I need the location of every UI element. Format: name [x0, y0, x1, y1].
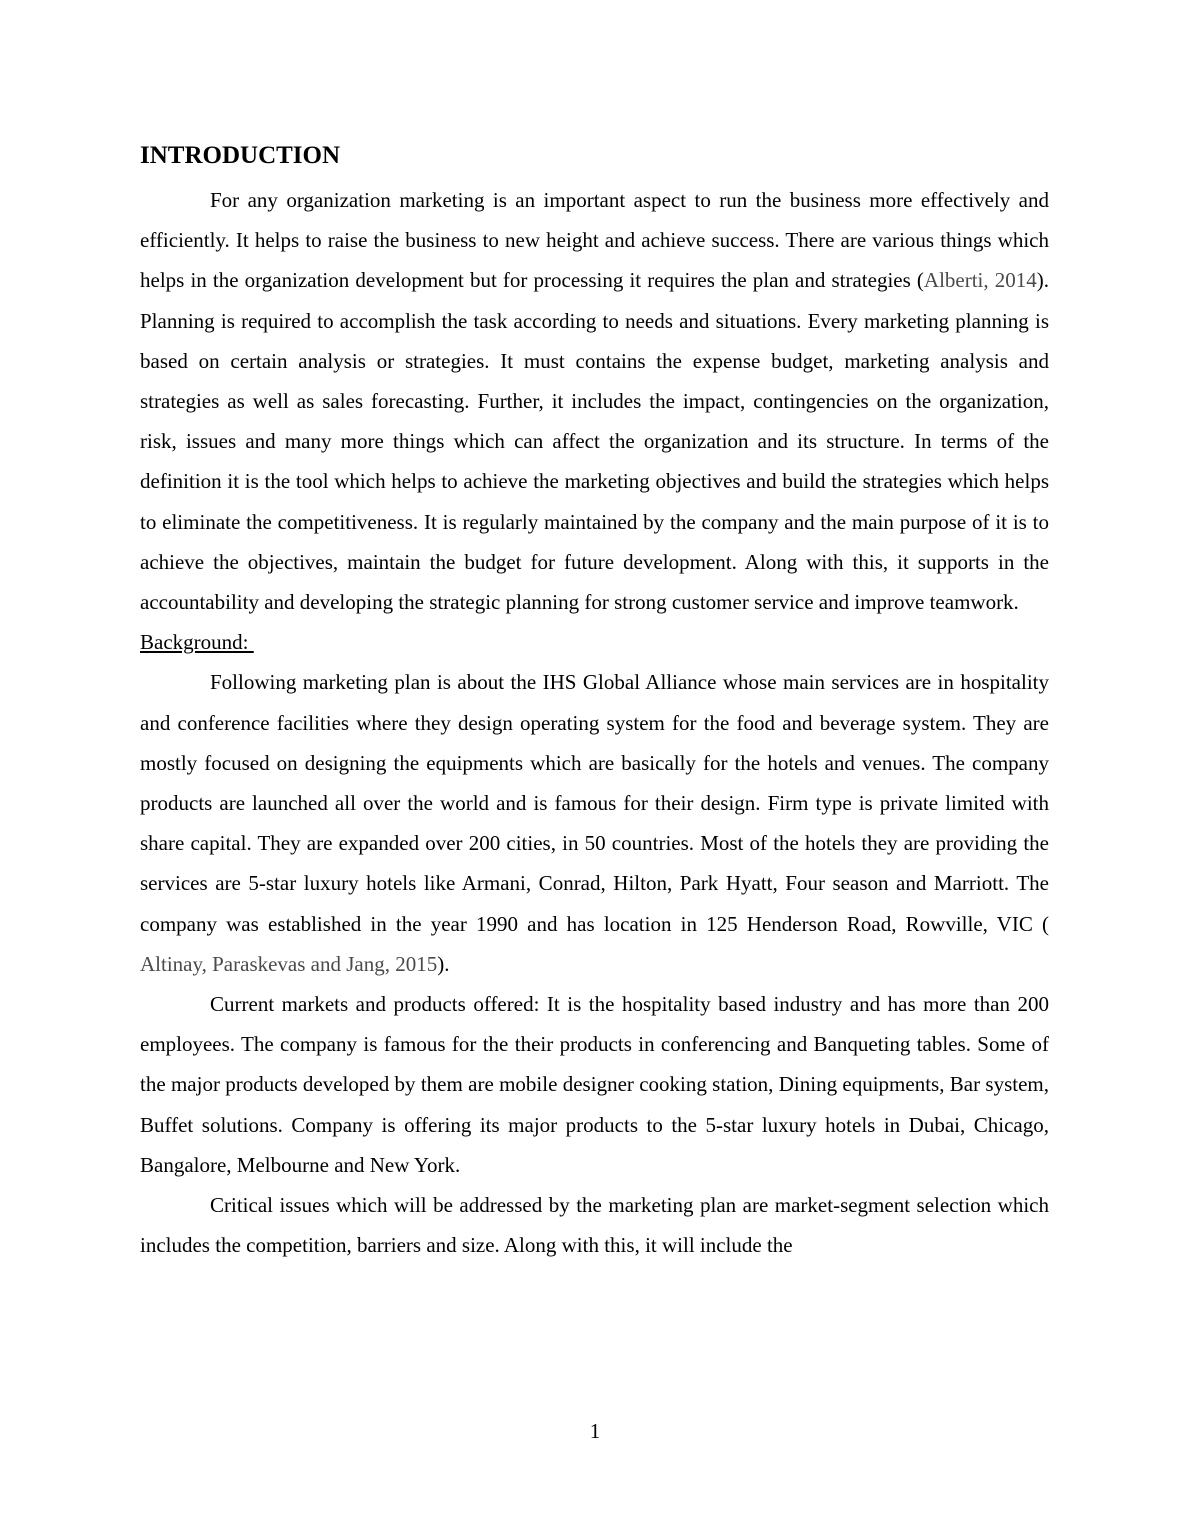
document-page [140, 140, 1049, 1265]
section-heading-introduction: INTRODUCTION [140, 142, 341, 169]
intro-paragraph [140, 180, 1049, 622]
background-citation: Altinay, Paraskevas and Jang, 2015 [140, 951, 438, 976]
markets-paragraph: Current markets and products offered: It is the hospitality based industry and has more than 200 employees. The company is famous for the their products in conferencing and Banqueting tables. Some of the major products developed by them are mobile designer cooking station, Dining equipments, Bar system, Buffet solutions. Company is offering its major products to the 5-star luxury hotels in Dubai, Chicago, Bangalore, Melbourne and New York. [140, 992, 1049, 1177]
page-number: 1 [589, 1419, 601, 1443]
intro-text-part2: ). Planning is required to accomplish the task according to needs and situations. Every marketing planning is based on certain analysis or strategies. It must contains the expense budget, marketing analysis and strategies as well as sales forecasting. Further, it includes the impact, contingencies on the organization, risk, issues and many more things which can affect the organization and its structure. In terms of the definition it is the tool which helps to achieve the marketing objectives and build the strategies which helps to eliminate the competitiveness. It is regularly maintained by the company and the main purpose of it is to achieve the objectives, maintain the budget for future development. Along with this, it supports in the accountability and developing the strategic planning for strong customer service and improve teamwork. [140, 268, 1050, 615]
background-paragraph [140, 662, 1049, 984]
background-text-part2: ). [437, 951, 450, 976]
background-text-part1: Following marketing plan is about the IHS Global Alliance whose main services are in hospitality and conference facilities where they design operating system for the food and beverage system. They are mostly focused on designing the equipments which are basically for the hotels and venues. The company products are launched all over the world and is famous for their design. Firm type is private limited with share capital. They are expanded over 200 cities, in 50 countries. Most of the hotels they are providing the services are 5-star luxury hotels like Armani, Conrad, Hilton, Park Hyatt, Four season and Marriott. The company was established in the year 1990 and has location in 125 Henderson Road, Rowville, VIC ( [140, 670, 1049, 936]
background-subheading: Background: [140, 630, 254, 655]
intro-citation: Alberti, 2014 [923, 268, 1037, 293]
intro-text-part1: For any organization marketing is an important aspect to run the business more effectively and efficiently. It helps to raise the business to new height and achieve success. There are various things which helps in the organization development but for processing it requires the plan and strategies ( [140, 188, 1049, 293]
critical-issues-paragraph: Critical issues which will be addressed by the marketing plan are market-segment selection which includes the competition, barriers and size. Along with this, it will include the [140, 1193, 1049, 1258]
